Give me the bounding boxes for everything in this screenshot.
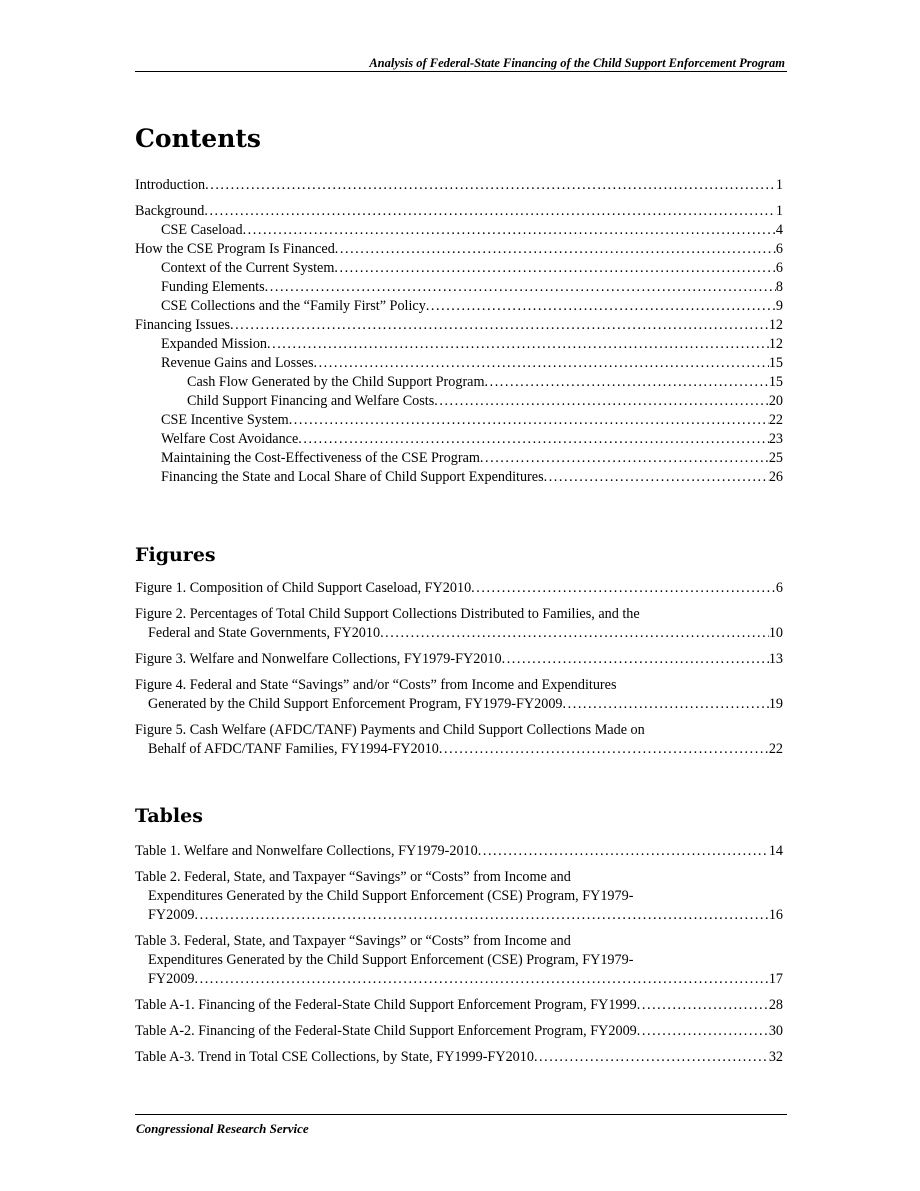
table-entry-title: FY2009	[148, 907, 195, 923]
toc-entry-page: 8	[775, 279, 783, 295]
toc-entry-page: 1	[775, 177, 783, 193]
toc-entry-title: Cash Flow Generated by the Child Support Program	[187, 374, 485, 390]
table-entry-page: 16	[768, 907, 783, 923]
dot-leader	[426, 297, 776, 316]
toc-entry-title: Revenue Gains and Losses	[161, 355, 314, 371]
dot-leader	[563, 695, 769, 714]
toc-entry-page: 6	[775, 260, 783, 276]
figure-entry-title: Generated by the Child Support Enforcement Program, FY1979-FY2009	[148, 696, 563, 712]
toc-entry-page: 15	[768, 355, 783, 371]
dot-leader	[480, 449, 769, 468]
figure-entry-page: 22	[768, 741, 783, 757]
figure-entry-first-line: Figure 5. Cash Welfare (AFDC/TANF) Payments and Child Support Collections Made on	[135, 722, 645, 738]
table-entry[interactable]	[135, 1022, 783, 1041]
toc-entry-title: Introduction	[135, 177, 206, 193]
toc-entry-title: Financing the State and Local Share of Child Support Expenditures	[161, 469, 544, 485]
figure-entry-first-line: Figure 2. Percentages of Total Child Support Collections Distributed to Families, and the	[135, 606, 640, 622]
dot-leader	[243, 221, 776, 240]
toc-entry[interactable]	[135, 335, 783, 354]
figure-entry[interactable]	[135, 579, 783, 598]
contents-list	[135, 176, 783, 487]
dot-leader	[230, 316, 769, 335]
dot-leader	[439, 740, 769, 759]
toc-entry-title: CSE Caseload	[161, 222, 243, 238]
dot-leader	[313, 354, 768, 373]
toc-entry[interactable]	[135, 176, 783, 195]
dot-leader	[335, 240, 776, 259]
figure-entry-title: Behalf of AFDC/TANF Families, FY1994-FY2010	[148, 741, 439, 757]
table-entry-page: 32	[768, 1049, 783, 1065]
figures-heading: Figures	[135, 544, 216, 566]
footer-source: Congressional Research Service	[136, 1121, 309, 1136]
figure-entry-first-line: Figure 4. Federal and State “Savings” and/or “Costs” from Income and Expenditures	[135, 677, 617, 693]
dot-leader	[471, 579, 776, 598]
toc-entry-page: 23	[768, 431, 783, 447]
dot-leader	[380, 624, 769, 643]
table-entry-title: Table A-2. Financing of the Federal-State Child Support Enforcement Program, FY2009	[135, 1023, 637, 1039]
dot-leader	[534, 1048, 769, 1067]
table-entry-title: Table A-1. Financing of the Federal-State Child Support Enforcement Program, FY1999	[135, 997, 637, 1013]
toc-entry[interactable]	[135, 316, 783, 335]
table-entry[interactable]	[135, 932, 783, 989]
toc-entry-title: Expanded Mission	[161, 336, 268, 352]
toc-entry[interactable]	[135, 430, 783, 449]
toc-entry-page: 12	[768, 317, 783, 333]
toc-entry-title: Background	[135, 203, 205, 219]
toc-entry[interactable]	[135, 221, 783, 240]
toc-entry-page: 9	[775, 298, 783, 314]
contents-heading: Contents	[135, 124, 262, 153]
toc-entry-page: 12	[768, 336, 783, 352]
table-entry-second-line: Expenditures Generated by the Child Support Enforcement (CSE) Program, FY1979-	[148, 952, 634, 968]
toc-entry-page: 6	[775, 241, 783, 257]
dot-leader	[267, 335, 769, 354]
dot-leader	[502, 650, 769, 669]
figure-entry-title: Federal and State Governments, FY2010	[148, 625, 381, 641]
figure-entry-page: 6	[775, 580, 783, 596]
table-entry-page: 17	[768, 971, 783, 987]
toc-entry-page: 26	[768, 469, 783, 485]
figure-entry[interactable]	[135, 605, 783, 643]
toc-entry-title: Welfare Cost Avoidance	[161, 431, 299, 447]
dot-leader	[204, 202, 776, 221]
table-entry[interactable]	[135, 1048, 783, 1067]
toc-entry[interactable]	[135, 354, 783, 373]
figures-list	[135, 576, 783, 759]
toc-entry[interactable]	[135, 468, 783, 487]
table-entry-title: Table 1. Welfare and Nonwelfare Collections, FY1979-2010	[135, 843, 478, 859]
table-entry-first-line: Table 2. Federal, State, and Taxpayer “Savings” or “Costs” from Income and	[135, 869, 571, 885]
dot-leader	[298, 430, 769, 449]
toc-entry[interactable]	[135, 240, 783, 259]
toc-entry[interactable]	[135, 449, 783, 468]
tables-heading: Tables	[135, 805, 203, 827]
toc-entry-title: Context of the Current System	[161, 260, 335, 276]
figure-entry-title: Figure 3. Welfare and Nonwelfare Collections, FY1979-FY2010	[135, 651, 502, 667]
toc-entry-title: Maintaining the Cost-Effectiveness of the CSE Program	[161, 450, 480, 466]
dot-leader	[334, 259, 776, 278]
figure-entry[interactable]	[135, 721, 783, 759]
dot-leader	[637, 996, 769, 1015]
table-entry-page: 14	[768, 843, 783, 859]
figure-entry-page: 19	[768, 696, 783, 712]
toc-entry-page: 25	[768, 450, 783, 466]
figure-entry[interactable]	[135, 650, 783, 669]
toc-entry-title: Funding Elements	[161, 279, 265, 295]
toc-entry-title: Financing Issues	[135, 317, 230, 333]
dot-leader	[637, 1022, 769, 1041]
toc-entry-page: 4	[775, 222, 783, 238]
toc-entry-title: How the CSE Program Is Financed	[135, 241, 335, 257]
toc-entry-page: 20	[768, 393, 783, 409]
figure-entry-title: Figure 1. Composition of Child Support Caseload, FY2010	[135, 580, 472, 596]
dot-leader	[289, 411, 769, 430]
footer-rule	[135, 1114, 787, 1115]
toc-entry-page: 1	[775, 203, 783, 219]
table-entry[interactable]	[135, 996, 783, 1015]
table-entry-title: Table A-3. Trend in Total CSE Collections, by State, FY1999-FY2010	[135, 1049, 534, 1065]
dot-leader	[544, 468, 769, 487]
figure-entry[interactable]	[135, 676, 783, 714]
dot-leader	[195, 906, 769, 925]
dot-leader	[434, 392, 769, 411]
toc-entry-title: Child Support Financing and Welfare Costs	[187, 393, 435, 409]
toc-entry-page: 15	[768, 374, 783, 390]
figure-entry-page: 10	[768, 625, 783, 641]
dot-leader	[478, 842, 769, 861]
toc-entry[interactable]	[135, 373, 783, 392]
toc-entry-title: CSE Collections and the “Family First” Policy	[161, 298, 426, 314]
table-entry-second-line: Expenditures Generated by the Child Support Enforcement (CSE) Program, FY1979-	[148, 888, 634, 904]
table-entry[interactable]	[135, 868, 783, 925]
table-entry-page: 30	[768, 1023, 783, 1039]
dot-leader	[485, 373, 769, 392]
header-rule	[135, 71, 787, 72]
dot-leader	[195, 970, 769, 989]
toc-entry-title: CSE Incentive System	[161, 412, 289, 428]
dot-leader	[265, 278, 776, 297]
dot-leader	[205, 176, 776, 195]
table-entry-first-line: Table 3. Federal, State, and Taxpayer “Savings” or “Costs” from Income and	[135, 933, 571, 949]
figure-entry-page: 13	[768, 651, 783, 667]
toc-entry[interactable]	[135, 297, 783, 316]
toc-entry[interactable]	[135, 278, 783, 297]
table-entry-title: FY2009	[148, 971, 195, 987]
tables-list	[135, 837, 783, 1067]
table-entry[interactable]	[135, 842, 783, 861]
toc-entry[interactable]	[135, 392, 783, 411]
table-entry-page: 28	[768, 997, 783, 1013]
toc-entry[interactable]	[135, 259, 783, 278]
toc-entry-page: 22	[768, 412, 783, 428]
running-header: Analysis of Federal-State Financing of the Child Support Enforcement Program	[369, 56, 785, 70]
toc-entry[interactable]	[135, 202, 783, 221]
toc-entry[interactable]	[135, 411, 783, 430]
